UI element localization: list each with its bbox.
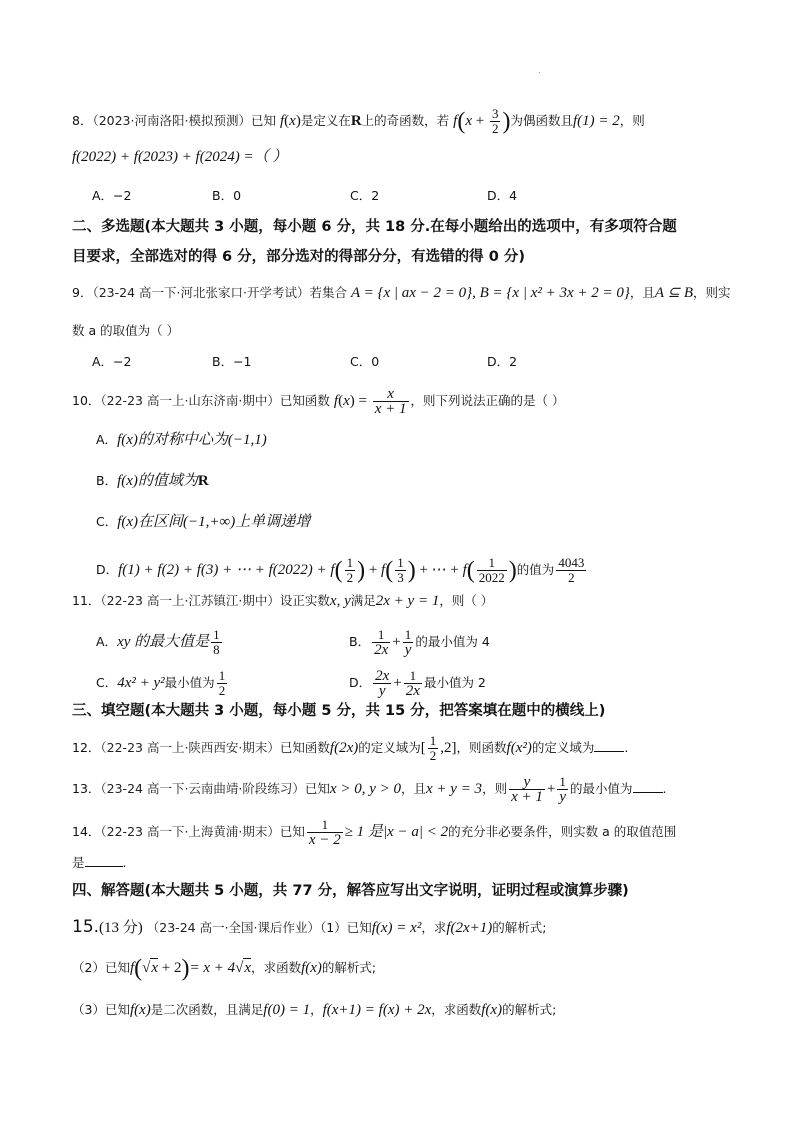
question-11-line-1: 11．（22-23 高一上·江苏镇江·期中）设正实数x, y满足2x + y = 1，则（ ） — [72, 593, 494, 609]
question-source: （2023·河南洛阳·模拟预测） — [92, 113, 251, 128]
q8-option-a: A．−2 — [92, 188, 132, 203]
question-8-line-2: f(2022) + f(2023) + f(2024) =（ ） — [72, 149, 288, 165]
question-15-part-1: 15.(13 分) （23-24 高一·全国·课后作业）（1）已知f(x) = x²，求f(2x+1)的解析式; — [72, 917, 547, 937]
question-number: 8． — [72, 113, 93, 128]
question-15-part-3: （3）已知f(x)是二次函数，且满足f(0) = 1，f(x+1) = f(x) + 2x，求函数f(x)的解析式; — [72, 1002, 557, 1018]
answer-blank[interactable] — [594, 739, 624, 752]
question-14-line-2: 是 . — [72, 855, 127, 870]
section-4-title: 四、解答题(本大题共 5 小题，共 77 分，解答应写出文字说明，证明过程或演算步骤) — [72, 883, 629, 899]
question-8-line-1: 8．（2023·河南洛阳·模拟预测）已知 f(x)是定义在R上的奇函数，若 f(x + $\frac{3}{2}$ )为偶函数且f(1) = 2，则 — [72, 106, 645, 136]
q11-option-a: A．xy 的最大值是 $\frac{1}{8}$ — [96, 627, 220, 657]
question-10-line-1: 10．（22-23 高一上·山东济南·期中）已知函数 f(x) = $\frac{x}{x + 1}$ ，则下列说法正确的是（ ） — [72, 386, 565, 417]
section-3-title: 三、填空题(本大题共 3 小题，每小题 5 分，共 15 分，把答案填在题中的横线上) — [72, 703, 606, 719]
question-12: 12．（22-23 高一上·陕西西安·期末）已知函数f(2x)的定义域为[ $\frac{1}{2}$ ,2]，则函数f(x²)的定义域为 . — [72, 733, 629, 763]
q9-option-c: C．0 — [350, 354, 380, 369]
q11-option-b: B． $\frac{1}{2x}$ + $\frac{1}{y}$ 的最小值为 4 — [349, 627, 490, 658]
q8-option-b: B．0 — [212, 188, 242, 203]
q10-option-a: A．f(x)的对称中心为(−1,1) — [96, 432, 267, 448]
q9-option-a: A．−2 — [92, 354, 132, 369]
q8-option-c: C．2 — [350, 188, 380, 203]
q9-option-d: D．2 — [487, 354, 518, 369]
question-9-line-2: 数 a 的取值为（ ） — [72, 323, 180, 338]
q11-option-d: D． $\frac{2x}{y}$ + $\frac{1}{2x}$ 最小值为 2 — [349, 668, 486, 699]
question-13: 13．（23-24 高一下·云南曲靖·阶段练习）已知x > 0, y > 0，且x + y = 3，则 $\frac{y}{x + 1}$ + $\frac{1}{y}$ 的最小值为 . — [72, 774, 667, 805]
q10-option-d: D．f(1) + f(2) + f(3) + ⋯ + f(2022) + f( $\frac{1}{2}$ ) + f( $\frac{1}{3}$ ) + ⋯ + f( $\frac{1}{2022}$ )的值为 $\frac{4043}{2}$ — [96, 555, 585, 585]
question-9-line-1: 9．（23-24 高一下·河北张家口·开学考试）若集合 A = {x | ax − 2 = 0}, B = {x | x² + 3x + 2 = 0}，且A ⊆ B，则实 — [72, 285, 731, 301]
q9-option-b: B．−1 — [212, 354, 252, 369]
q11-option-c: C．4x² + y²最小值为 $\frac{1}{2}$ — [96, 668, 226, 698]
question-15-part-2: （2）已知f(√x + 2)= x + 4√x，求函数f(x)的解析式; — [72, 955, 377, 982]
section-2-title-line-1: 二、多选题(本大题共 3 小题，每小题 6 分，共 18 分.在每小题给出的选项中，有多项符合题 — [72, 219, 677, 235]
page-mark: . — [538, 66, 541, 75]
answer-blank[interactable] — [85, 854, 123, 867]
question-14-line-1: 14．（22-23 高一下·上海黄浦·期末）已知 $\frac{1}{x - 2}$ ≥ 1 是|x − a| < 2的充分非必要条件，则实数 a 的取值范围 — [72, 817, 677, 848]
q10-option-b: B．f(x)的值域为R — [96, 473, 209, 489]
q10-option-c: C．f(x)在区间(−1,+∞)上单调递增 — [96, 514, 311, 530]
fraction-x-over-x-plus-1: $\frac{x}{x + 1}$ — [374, 386, 407, 417]
section-2-title-line-2: 目要求，全部选对的得 6 分，部分选对的得部分分，有选错的得 0 分) — [72, 249, 525, 265]
q8-option-d: D．4 — [487, 188, 518, 203]
fraction-4043-2: $\frac{4043}{2}$ — [558, 555, 585, 585]
fraction-3-2: $\frac{3}{2}$ — [491, 106, 499, 136]
answer-blank[interactable] — [633, 780, 663, 793]
